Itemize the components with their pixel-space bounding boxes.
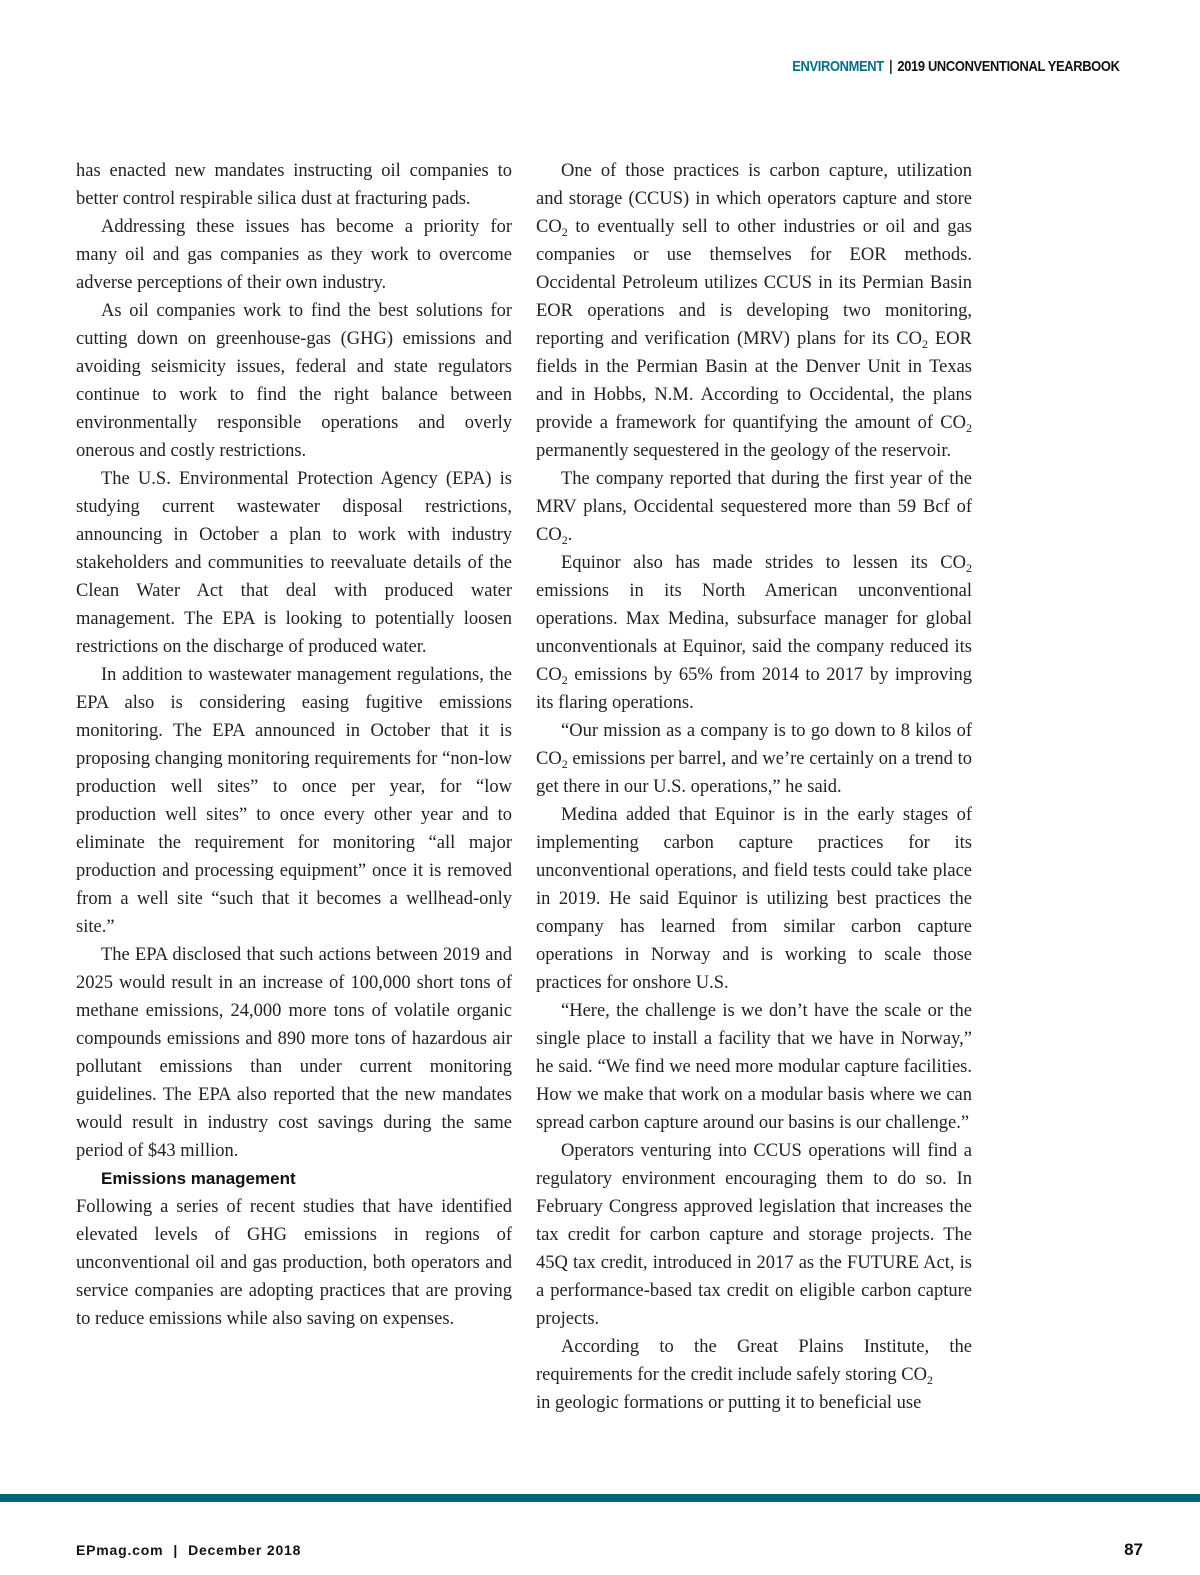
text-run: The company reported that during the first year of the MRV plans, Occidental sequestered more than 59 Bcf of <box>536 469 972 517</box>
co2-text: CO <box>901 1365 927 1385</box>
text-run: Equinor also has made strides to lessen its <box>561 553 941 573</box>
text-run: in geologic formations or putting it to beneficial use <box>536 1393 922 1413</box>
co2-text: CO <box>536 217 562 237</box>
text-run: emissions per barrel, and we’re certainly on a trend to get there in our U.S. operations,” he said. <box>536 749 972 797</box>
paragraph <box>536 717 972 801</box>
left-column <box>76 157 512 1333</box>
footer-info <box>76 1542 301 1558</box>
co2-text: CO <box>536 665 562 685</box>
text-run: to eventually sell to other industries or oil and gas companies or use themselves for EOR methods. Occidental Petroleum utilizes CCUS in its Permian Basin EOR operations and is developing two monitoring, reporting and verification (MRV) plans for its <box>536 217 972 349</box>
co2-text: CO <box>536 525 562 545</box>
paragraph: Addressing these issues has become a priority for many oil and gas companies as they work to overcome adverse perceptions of their own industry. <box>76 217 512 293</box>
paragraph: has enacted new mandates instructing oil companies to better control respirable silica dust at fracturing pads. <box>76 161 512 209</box>
paragraph: In addition to wastewater management regulations, the EPA also is considering easing fugitive emissions monitoring. The EPA announced in October that it is proposing changing monitoring requirements for “non-low production well sites” to once per year, for “low production well sites” to once every other year and to eliminate the requirement for monitoring “all major production and processing equipment” once it is removed from a well site “such that it becomes a wellhead-only site.” <box>76 665 512 937</box>
paragraph <box>536 465 972 549</box>
subscript: 2 <box>921 337 928 351</box>
co2-text: CO <box>940 553 966 573</box>
paragraph <box>536 549 972 717</box>
right-column <box>536 157 972 1417</box>
co2-text: CO <box>940 413 966 433</box>
text-run: permanently sequestered in the geology of the reservoir. <box>536 441 952 461</box>
text-run: emissions in its North American unconventional operations. Max Medina, subsurface manager for global unconventionals at Equinor, said the company reduced its <box>536 581 972 657</box>
site-link[interactable]: EPmag.com <box>76 1542 164 1558</box>
text-run: . <box>567 525 573 545</box>
paragraph: Medina added that Equinor is in the early stages of implementing carbon capture practices for its unconventional operations, and field tests could take place in 2019. He said Equinor is utilizing best practices the company has learned from similar carbon capture operations in Norway and is working to scale those practices for onshore U.S. <box>536 805 972 993</box>
text-run: emissions by 65% from 2014 to 2017 by improving its flaring operations. <box>536 665 972 713</box>
subscript: 2 <box>926 1373 933 1387</box>
subheading: Emissions management <box>101 1169 296 1188</box>
running-header <box>793 58 1120 75</box>
paragraph <box>536 157 972 465</box>
publication-title: 2019 UNCONVENTIONAL YEARBOOK <box>897 58 1120 75</box>
paragraph: Following a series of recent studies that have identified elevated levels of GHG emissions in regions of unconventional oil and gas production, both operators and service companies are adopting practices that are proving to reduce emissions while also saving on expenses. <box>76 1197 512 1329</box>
paragraph: “Here, the challenge is we don’t have the scale or the single place to install a facility that we have in Norway,” he said. “We find we need more modular capture facilities. How we make that work on a modular basis where we can spread carbon capture around our basins is our challenge.” <box>536 1001 972 1133</box>
paragraph: The U.S. Environmental Protection Agency (EPA) is studying current wastewater disposal restrictions, announcing in October a plan to work with industry stakeholders and communities to reevaluate details of the Clean Water Act that deal with produced water management. The EPA is looking to potentially loosen restrictions on the discharge of produced water. <box>76 469 512 657</box>
subscript: 2 <box>966 421 972 435</box>
co2-text: CO <box>536 749 562 769</box>
footer-separator: | <box>173 1542 179 1558</box>
footer-rule <box>0 1494 1200 1502</box>
paragraph <box>536 1333 972 1417</box>
section-label: ENVIRONMENT <box>792 58 885 75</box>
text-run: According to the Great Plains Institute, the requirements for the credit include safely storing <box>536 1337 972 1385</box>
subscript: 2 <box>561 673 568 687</box>
text-run: EOR fields in the Permian Basin at the Denver Unit in Texas and in Hobbs, N.M. According to Occidental, the plans provide a framework for quantifying the amount of <box>536 329 972 433</box>
subscript: 2 <box>561 757 568 771</box>
text-run: One of those practices is carbon capture, utilization and storage (CCUS) in which operators capture and store <box>536 161 972 209</box>
subscript: 2 <box>966 561 972 575</box>
subscript: 2 <box>561 533 568 547</box>
header-separator: | <box>889 58 893 75</box>
paragraph: The EPA disclosed that such actions between 2019 and 2025 would result in an increase of 100,000 short tons of methane emissions, 24,000 more tons of volatile organic compounds emissions and 890 more tons of hazardous air pollutant emissions than under current monitoring guidelines. The EPA also reported that the new mandates would result in industry cost savings during the same period of $43 million. <box>76 945 512 1161</box>
paragraph: As oil companies work to find the best solutions for cutting down on greenhouse-gas (GHG) emissions and avoiding seismicity issues, federal and state regulators continue to work to find the right balance between environmentally responsible operations and overly onerous and costly restrictions. <box>76 301 512 461</box>
issue-date: December 2018 <box>188 1542 302 1558</box>
page-number: 87 <box>1124 1540 1143 1559</box>
paragraph: Operators venturing into CCUS operations will find a regulatory environment encouraging them to do so. In February Congress approved legislation that increases the tax credit for carbon capture and storage projects. The 45Q tax credit, introduced in 2017 as the FUTURE Act, is a performance-based tax credit on eligible carbon capture projects. <box>536 1141 972 1329</box>
subscript: 2 <box>561 225 568 239</box>
text-run: “Our mission as a company is to go down to 8 kilos of <box>561 721 972 741</box>
co2-text: CO <box>896 329 922 349</box>
